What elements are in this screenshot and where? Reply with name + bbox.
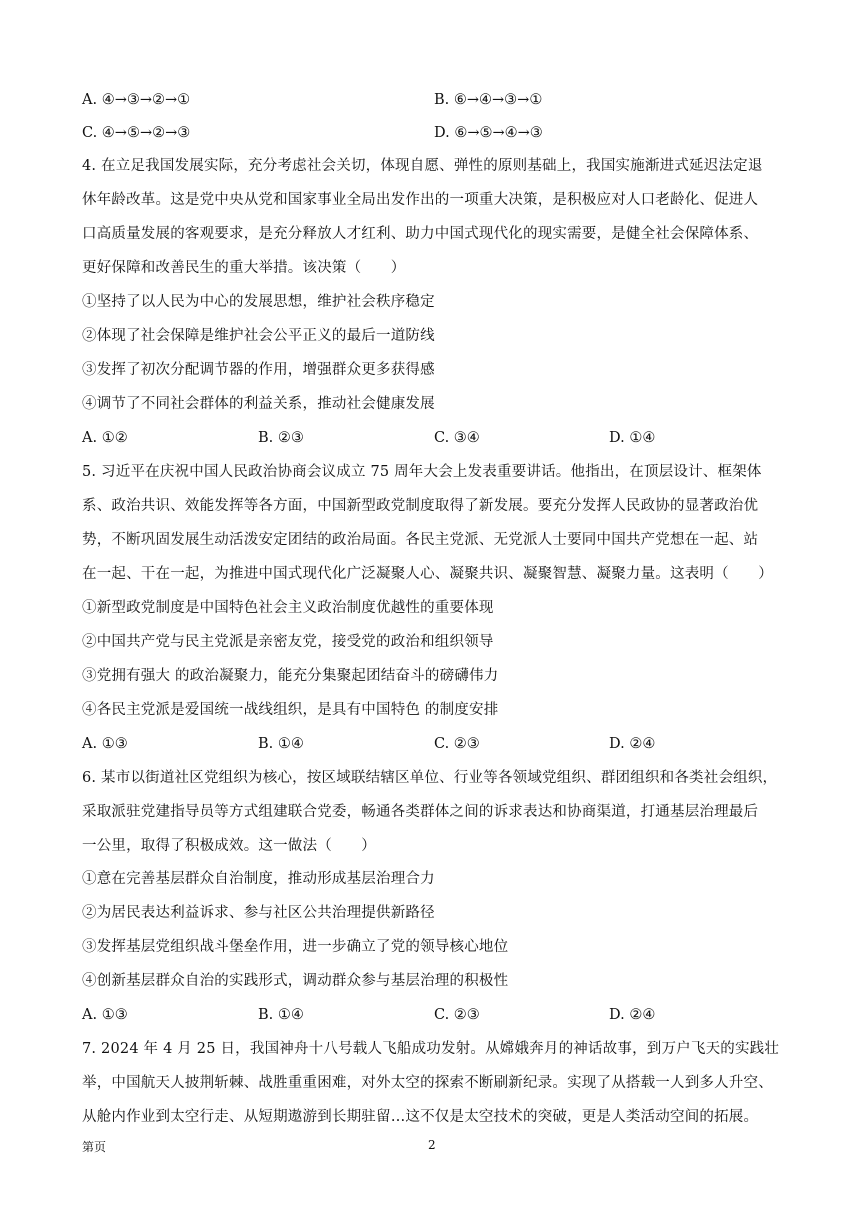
q5-stem-line-2: 系、政治共识、效能发挥等各方面，中国新型政党制度取得了新发展。要充分发挥人民政协的显著政治优 (82, 498, 759, 514)
q4-stem-line-2: 休年龄改革。这是党中央从党和国家事业全局出发作出的一项重大决策，是积极应对人口老龄化、促进人 (82, 192, 759, 208)
q5-option-c: C. ②③ (434, 736, 480, 752)
footer-page-number: 2 (428, 1138, 436, 1152)
q5-stem-line-4: 在一起、干在一起，为推进中国式现代化广泛凝聚人心、凝聚共识、凝聚智慧、凝聚力量。这表明（ ） (82, 566, 773, 582)
q3-option-a: A. ④→③→②→① (82, 92, 191, 108)
q3-option-d: D. ⑥→⑤→④→③ (434, 125, 543, 141)
q4-stem-line-1: 4. 在立足我国发展实际，充分考虑社会关切，体现自愿、弹性的原则基础上，我国实施渐进式延迟法定退 (82, 158, 763, 174)
q6-stem-line-2: 采取派驻党建指导员等方式组建联合党委，畅通各类群体之间的诉求表达和协商渠道，打通基层治理最后 (82, 804, 759, 820)
q6-option-d: D. ②④ (609, 1007, 656, 1023)
q4-stem-line-4: 更好保障和改善民生的重大举措。该决策（ ） (82, 260, 406, 276)
q3-option-c: C. ④→⑤→②→③ (82, 125, 191, 141)
q7-stem-line-1: 7. 2024 年 4 月 25 日，我国神舟十八号载人飞船成功发射。从嫦娥奔月的神话故事，到万户飞天的实践壮 (82, 1041, 780, 1057)
q4-option-b: B. ②③ (258, 430, 304, 446)
q6-statement-4: ④创新基层群众自治的实践形式，调动群众参与基层治理的积极性 (82, 973, 509, 989)
q6-option-b: B. ①④ (258, 1007, 304, 1023)
footer-page-label: 第页 (82, 1140, 107, 1154)
q5-statement-3: ③党拥有强大 的政治凝聚力，能充分集聚起团结奋斗的磅礴伟力 (82, 668, 499, 684)
q6-stem-line-3: 一公里，取得了积极成效。这一做法（ ） (82, 838, 376, 854)
q4-option-c: C. ③④ (434, 430, 480, 446)
q4-statement-1: ①坚持了以人民为中心的发展思想，维护社会秩序稳定 (82, 294, 435, 310)
q7-stem-line-2: 举，中国航天人披荆斩棘、战胜重重困难，对外太空的探索不断刷新纪录。实现了从搭载一人到多人升空、 (82, 1075, 773, 1091)
q5-option-b: B. ①④ (258, 736, 304, 752)
q4-option-a: A. ①② (82, 430, 128, 446)
q5-statement-2: ②中国共产党与民主党派是亲密友党，接受党的政治和组织领导 (82, 634, 494, 650)
q5-stem-line-3: 势，不断巩固发展生动活泼安定团结的政治局面。各民主党派、无党派人士要同中国共产党想在一起、站 (82, 532, 759, 548)
q5-option-d: D. ②④ (609, 736, 656, 752)
q5-statement-1: ①新型政党制度是中国特色社会主义政治制度优越性的重要体现 (82, 600, 494, 616)
q6-statement-3: ③发挥基层党组织战斗堡垒作用，进一步确立了党的领导核心地位 (82, 939, 509, 955)
q6-option-c: C. ②③ (434, 1007, 480, 1023)
q5-stem-line-1: 5. 习近平在庆祝中国人民政治协商会议成立 75 周年大会上发表重要讲话。他指出，在顶层设计、框架体 (82, 464, 762, 480)
q5-option-a: A. ①③ (82, 736, 128, 752)
q4-stem-line-3: 口高质量发展的客观要求，是充分释放人才红利、助力中国式现代化的现实需要，是健全社会保障体系、 (82, 226, 759, 242)
q6-option-a: A. ①③ (82, 1007, 128, 1023)
q3-option-b: B. ⑥→④→③→① (434, 92, 543, 108)
q4-statement-3: ③发挥了初次分配调节器的作用，增强群众更多获得感 (82, 362, 435, 378)
q7-stem-line-3: 从舱内作业到太空行走、从短期遨游到长期驻留…这不仅是太空技术的突破，更是人类活动空间的拓展。 (82, 1109, 759, 1125)
q4-option-d: D. ①④ (609, 430, 656, 446)
q6-statement-2: ②为居民表达利益诉求、参与社区公共治理提供新路径 (82, 905, 435, 921)
q5-statement-4: ④各民主党派是爱国统一战线组织，是具有中国特色 的制度安排 (82, 702, 499, 718)
q4-statement-2: ②体现了社会保障是维护社会公平正义的最后一道防线 (82, 328, 435, 344)
q6-statement-1: ①意在完善基层群众自治制度，推动形成基层治理合力 (82, 871, 435, 887)
q6-stem-line-1: 6. 某市以街道社区党组织为核心，按区域联结辖区单位、行业等各领域党组织、群团组织和各类社会组织， (82, 770, 778, 786)
q4-statement-4: ④调节了不同社会群体的利益关系，推动社会健康发展 (82, 396, 435, 412)
